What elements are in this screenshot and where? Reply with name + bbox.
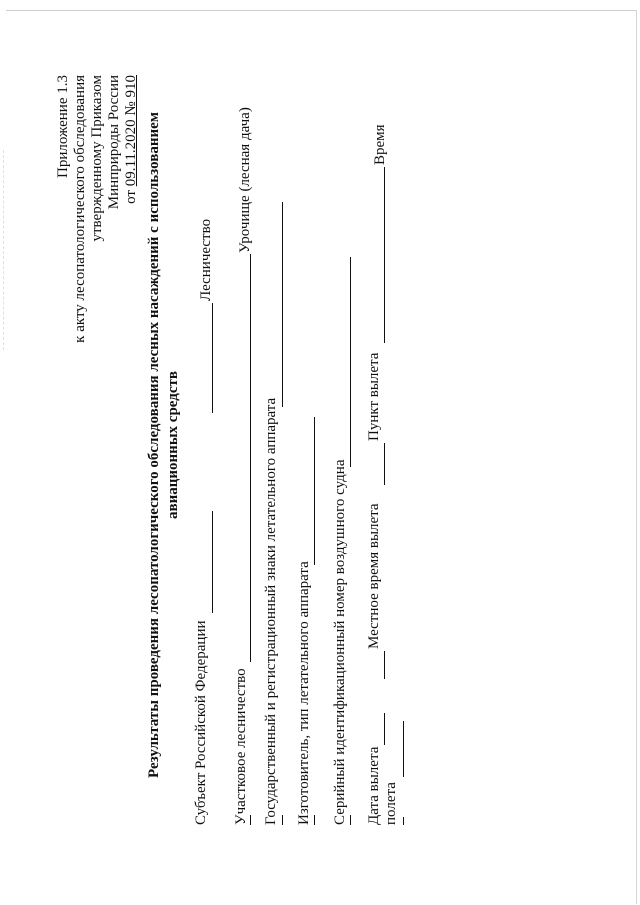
appendix-line-1: к акту лесопатологического обследования [72, 75, 88, 343]
label-tract: Урочище (лесная дача) [237, 107, 253, 253]
departure-date-line-2 [384, 651, 385, 679]
appendix-date-number: 09.11.2020 № 910 [123, 75, 139, 187]
flight-line [403, 721, 404, 777]
label-district-forestry: Участковое лесничество [233, 668, 249, 825]
label-flight: полета [383, 782, 399, 825]
subject-line-2 [212, 303, 213, 413]
appendix-line-2: утвержденному Приказом [89, 75, 105, 242]
label-serial-number: Серийный идентификационный номер воздушного судна [332, 459, 348, 825]
district-line-short [250, 815, 251, 825]
label-local-time: Местное время вылета [366, 503, 382, 649]
flight-line-short [403, 817, 404, 825]
reg-line-short [282, 815, 283, 825]
label-forestry: Лесничество [198, 218, 214, 301]
label-departure-date: Дата вылета [366, 746, 382, 825]
departure-date-line [384, 713, 385, 745]
local-time-line [384, 443, 385, 485]
serial-line-short [350, 815, 351, 825]
subject-line [212, 511, 213, 613]
label-manufacturer: Изготовитель, тип летательного аппарата [296, 561, 312, 825]
document-title-line-1: Результаты проведения лесопатологического обследования лесных насаждений с использованием [146, 111, 162, 779]
appendix-date-prefix: от [123, 190, 139, 204]
appendix-line-4 [122, 75, 140, 475]
manufacturer-line [314, 417, 315, 565]
serial-line [350, 257, 351, 467]
document-title-line-2: авиационных средств [165, 371, 181, 519]
appendix-line-3: Минприроды России [106, 75, 122, 210]
district-line [250, 254, 251, 662]
label-registration-marks: Государственный и регистрационный знаки летательного аппарата [263, 397, 279, 825]
manufacturer-line-short [314, 815, 315, 825]
label-subject: Субъект Российской Федерации [193, 620, 209, 825]
reg-line [282, 202, 283, 407]
departure-point-line [384, 167, 385, 343]
label-departure-point: Пункт вылета [366, 352, 382, 441]
appendix-label: Приложение 1.3 [55, 75, 71, 179]
label-time: Время [372, 124, 388, 165]
